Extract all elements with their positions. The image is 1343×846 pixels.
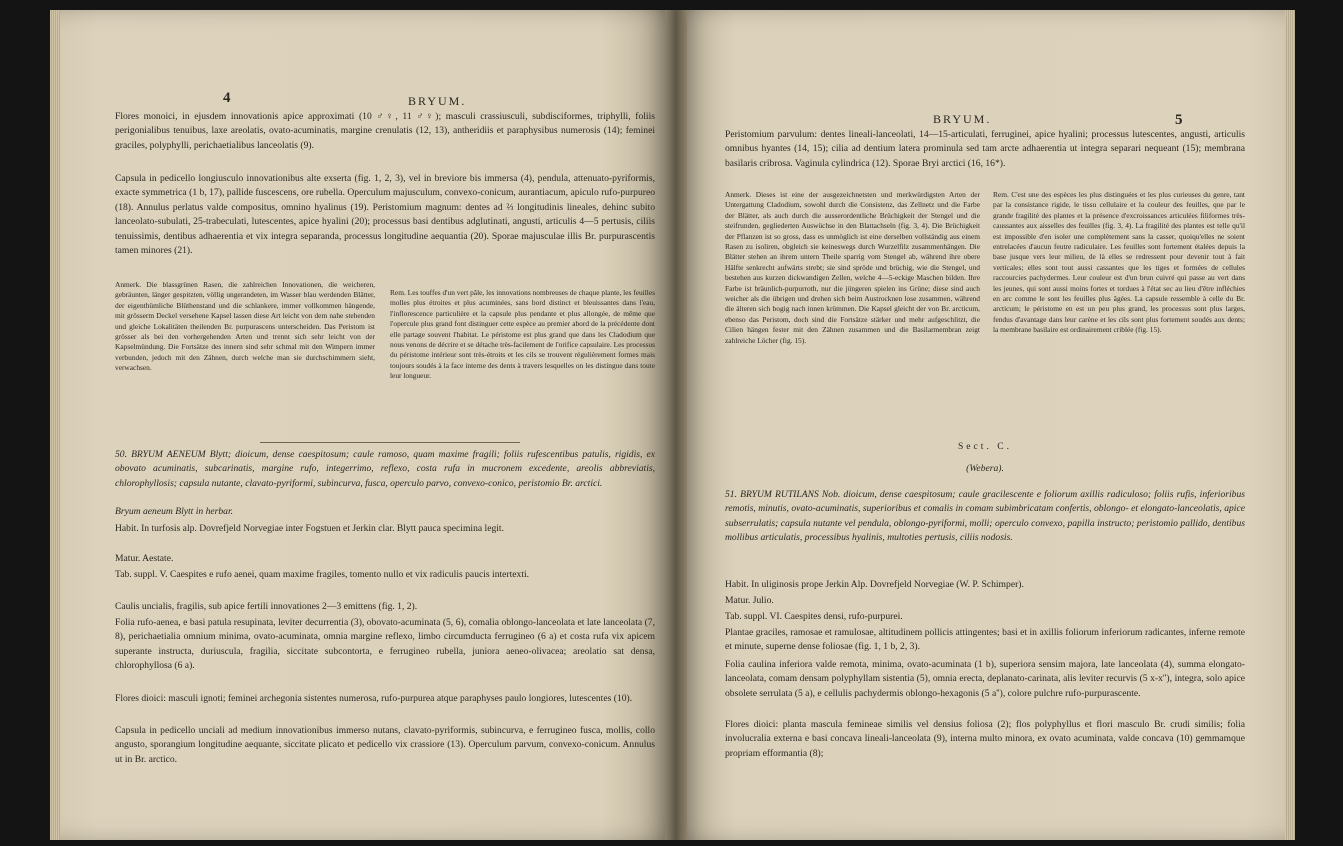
species-50-caulis: Caulis uncialis, fragilis, sub apice fertili innovationes 2—3 emittens (fig. 1, 2). xyxy=(115,601,418,612)
species-51-plantae: Plantae graciles, ramosae et ramulosae, altitudinem pollicis attingentes; basi et in axillis foliorum inferiorum radicantes, inferne remote et minute, superne dense foliosae (fig. 1, 1 b, 2, 3). xyxy=(725,627,1245,653)
running-head: BRYUM. xyxy=(408,94,467,108)
species-50-plate: Tab. suppl. V. Caespites e rufo aenei, quam maxime fragiles, tomento nullo et vix radiculis paucis intertexti. xyxy=(115,569,530,580)
note-german: Anmerk. Die blassgrünen Rasen, die zahlreichen Innovationen, die weicheren, gebräunten, länger gespitzten, völlig ungerandeten, im Wasser blau werdenden Blätter, der eigenthümliche Blüthenstand und die schlankere, immer vollkommen hängende, mit grösserm Deckel versehene Kapsel lassen diese Art leicht von dem nahe stehenden und gleiche Lokalitäten theilenden Br. purpurascens unterscheiden. Das Peristom ist grösser als bei den vorhergehenden Arten und trennt sich sehr leicht von der Kapselmündung. Die Fortsätze des innern sind sehr schmal mit den Wimpern immer verbunden, jedoch mit den Zähnen, durch welche man sie durchschimmern sieht, verwachsen. xyxy=(115,280,375,373)
species-50-heading: 50. BRYUM AENEUM Blytt; dioicum, dense caespitosum; caule ramoso, quam maxime fragili; foliis rufescentibus patulis, rigidis, ex obovato acuminatis, subcarinatis, margine rufo, integerrimo, reflexo, costa rufa in mucronem excedente, areolis abbreviatis, chlorophyllosis; capsula nutante, clavato-pyriformi, subincurva, fusca, operculo parvo, convexo-conico, peristomio Br. arctici. xyxy=(115,449,655,489)
left-page-edge xyxy=(50,10,60,840)
peristomium-paragraph: Peristomium parvulum: dentes lineali-lanceolati, 14—15-articulati, ferruginei, apice hyalini; processus lutescentes, angusti, articulis omnibus hyantes (14, 15); cilia ad dentium latera prominula sed tam arcte adhaerentia ut integra separari nequeant (15); membrana basilaris cribrosa. Vaginula cylindrica (12). Sporae Bryi arctici (16, 16*). xyxy=(725,129,1245,169)
species-50-capsula: Capsula in pedicello unciali ad medium innovationibus immerso nutans, clavato-pyriformis, subincurva, e ferrugineo fusca, mollis, collo angusto, sporangium longitudine aequante, siccitate plicato et pedicello vix crassiore (13). Operculum parvum, convexo-conicum. Annulus ut in Br. arctico. xyxy=(115,725,655,765)
note-german: Anmerk. Dieses ist eine der ausgezeichnetsten und merkwürdigsten Arten der Untergattung Cladodium, sowohl durch die Consistenz, das Zellnetz und die Farbe der Blätter, als auch durch die ausserordentliche Brüchigkeit der Stengel und die steifrunden, gegliederten Auswüchse in den Blattachseln (fig. 3, 4). Die Brüchigkeit der Pflanzen ist so gross, dass es unmöglich ist eine derselben vollständig aus einem Rasen zu isoliren, obgleich sie keineswegs durch Wurzelfilz zusammenhängen. Die Blätter stehen an ihrem untern Theile sparrig vom Stengel ab, während ihre obere Hälfte senkrecht aufwärts strebt; sie sind spröde und brüchig, wie die Stengel, und bestehen aus kurzen dickwandigen Zellen, welche 4—5-eckige Maschen bilden. Ihre Farbe ist bräunlich-purpurroth, nur die jüngeren spielen ins Grüne; diese sind auch weicher als die übrigen und drehen sich beim Austrocknen lose zusammen, während die älteren sich bogig nach innen krümmen. Die Kapsel gleicht der von Br. arcticum, ebenso das Peristom, doch sind die Fortsätze stärker und mehr aufgeschlitzt, die Cilien hängen fester mit den Zähnen zusammen und die Basilarmembran zeigt zahlreiche Löcher (fig. 15). xyxy=(725,190,980,345)
right-page xyxy=(675,10,1285,840)
species-51-flores: Flores dioici: planta mascula femineae similis vel densius foliosa (2); flos polyphyllus et flori masculo Br. crudi similis; folia involucralia externa e basi concava lineali-lanceolata (9), interna multo minora, ex ovato acuminata, valde concava (10) gemmamque propriam efformantia (8); xyxy=(725,719,1245,759)
left-page xyxy=(60,10,675,840)
separator-rule xyxy=(260,442,520,443)
species-51-maturity: Matur. Julio. xyxy=(725,595,774,606)
running-head: BRYUM. xyxy=(933,112,992,126)
section-heading: Sect. C. xyxy=(957,441,1013,452)
species-50-flores: Flores dioici: masculi ignoti; feminei archegonia sistentes numerosa, rufo-purpurea atque paraphyses paulo longiores, lutescentes (10). xyxy=(115,693,633,704)
species-51-heading: 51. BRYUM RUTILANS Nob. dioicum, dense caespitosum; caule gracilescente e foliorum axillis radiculoso; foliis rufis, inferioribus remotis, minutis, ovato-acuminatis, superioribus et comalis in comam subimbricatam confertis, oblongo- et elongato-lanceolatis, apice subserrulatis; capsula nutante vel pendula, oblongo-pyriformi, molli; operculo convexo, papilla instructo; peristomio pallido, dentibus mollibus articulatis, processibus hyalinis, multoties pertusis, ciliis nodosis. xyxy=(725,489,1245,544)
note-french: Rem. C'est une des espèces les plus distinguées et les plus curieuses du genre, tant par la consistance rigide, le tissu cellulaire et la couleur des feuilles, que par le grande fragilité des plantes et la présence d'excroissances articulées filiformes très-caussantes aux aisselles des feuilles (fig. 3, 4). La fragilité des plantes est telle qu'il est impossible d'en isoler une complètement sans la casser, quoiqu'elles ne soient entrelacées d'aucun feutre radiculaire. Les feuilles sont fortement étalées depuis la base jusque vers leur milieu, de là elles se redressent pour devenir tout à fait verticales; elles sont tout aussi cassantes que les tiges et formées de cellules raccourcies pachydermes. Leur couleur est d'un brun cuivré qui passe au vert dans les jeunes, qui sont aussi moins fortes et tordues à l'état sec au lieu d'être infléchies en arc comme le sont les feuilles plus âgées. La capsule ressemble à celle du Br. arcticum; le péristome en est un peu plus grand, les processus sont plus larges, fendus d'avantage dans leur carène et les cils sont plus fortement soudés aux dents; la membrane basilaire est ordinairement criblée (fig. 15). xyxy=(993,190,1245,335)
species-51-habitat: Habit. In uliginosis prope Jerkin Alp. Dovrefjeld Norvegiae (W. P. Schimper). xyxy=(725,579,1024,590)
note-french: Rem. Les touffes d'un vert pâle, les innovations nombreuses de chaque plante, les feuilles molles plus étroites et plus acuminées, sans bord distinct et bleuissantes dans l'eau, l'inflorescence particulière et la capsule plus pendante et plus allongée, de même que l'opercule plus grand font distinguer cette espèce au premier abord de la précédente dont elle partage souvent l'habitat. Le péristome est plus grand que dans les Cladodium que nous venons de décrire et se détache très-facilement de l'orifice capsulaire. Les processus du péristome intérieur sont très-étroits et les cils se trouvent régulièrement formes mais toujours soudés à la face interne des dents à travers lesquelles on les distingue dans toute leur longueur. xyxy=(390,288,655,381)
species-50-folia: Folia rufo-aenea, e basi patula resupinata, leviter decurrentia (3), obovato-acuminata (5, 6), comalia oblongo-lanceolata et late lanceolata (7, 8), perichaetialia omnium minima, ovato-acuminata, omnia margine reflexo, limbo circumducta ferrugineo (6 a) et costa rufa vix apicem superante instructa, duriuscula, fragilia, siccitate subcontorta, e ferrugineo rubella, juniora aeneo-olivacea; areolatio sat densa, chlorophyllosa (6 a). xyxy=(115,617,655,672)
right-page-edge xyxy=(1285,10,1295,840)
page-number: 4 xyxy=(223,90,231,106)
species-50-habitat: Habit. In turfosis alp. Dovrefjeld Norvegiae inter Fogstuen et Jerkin clar. Blytt pauca specimina legit. xyxy=(115,523,504,534)
flores-paragraph: Flores monoici, in ejusdem innovationis apice approximati (10 ♂♀, 11 ♂♀); masculi crassiusculi, subdisciformes, triphylli, foliis perigonialibus tenuibus, laxe areolatis, ovato-acuminatis, margine crenulatis (12, 13), antheridiis et paraphysibus numerosis (14); feminei graciles, polyphylli, perichaetialibus lanceolatis (9). xyxy=(115,111,655,151)
capsula-paragraph: Capsula in pedicello longiusculo innovationibus alte exserta (fig. 1, 2, 3), vel in breviore bis immersa (4), pendula, attenuato-pyriformis, exacte symmetrica (1 b, 17), pallide fuscescens, ore rubella. Operculum majusculum, convexo-conicum, aurantiacum, apiculo rufo-purpureo (18). Annulus perlatus valde compositus, omnino hyalinus (19). Peristomium magnum: dentes ad ⅔ longitudinis lineales, dehinc subito lanceolato-subulati, 25-trabeculati, lutescentes, apice hyalini (20); processus basi dentibus adglutinati, angusti, articulis 4—5 pertusis, ciliis tenuissimis, dentibus adhaerentia et vix integra separanda, processus longitudine aequantia (20). Sporae majusculae illis Br. purpurascentis tamen minores (21). xyxy=(115,173,655,257)
species-50-synonym: Bryum aeneum Blytt in herbar. xyxy=(115,506,234,517)
species-51-folia: Folia caulina inferiora valde remota, minima, ovato-acuminata (1 b), superiora sensim majora, late lanceolata (4), summa elongato-lanceolata, comam densam polyphyllam sistentia (5), omnia erecta, deplanato-carinata, alis leviter recurvis (5 x-x''), integra, solo apice obsolete serrulata (5 a), e cellulis pachydermis oblongo-hexagonis (5 a''), colore pulchre rufo-purpurascente. xyxy=(725,659,1245,699)
book-spine xyxy=(665,10,687,840)
section-subheading: (Webera). xyxy=(966,463,1004,474)
species-50-maturity: Matur. Aestate. xyxy=(115,553,174,564)
page-number: 5 xyxy=(1175,112,1183,128)
species-51-plate: Tab. suppl. VI. Caespites densi, rufo-purpurei. xyxy=(725,611,903,622)
